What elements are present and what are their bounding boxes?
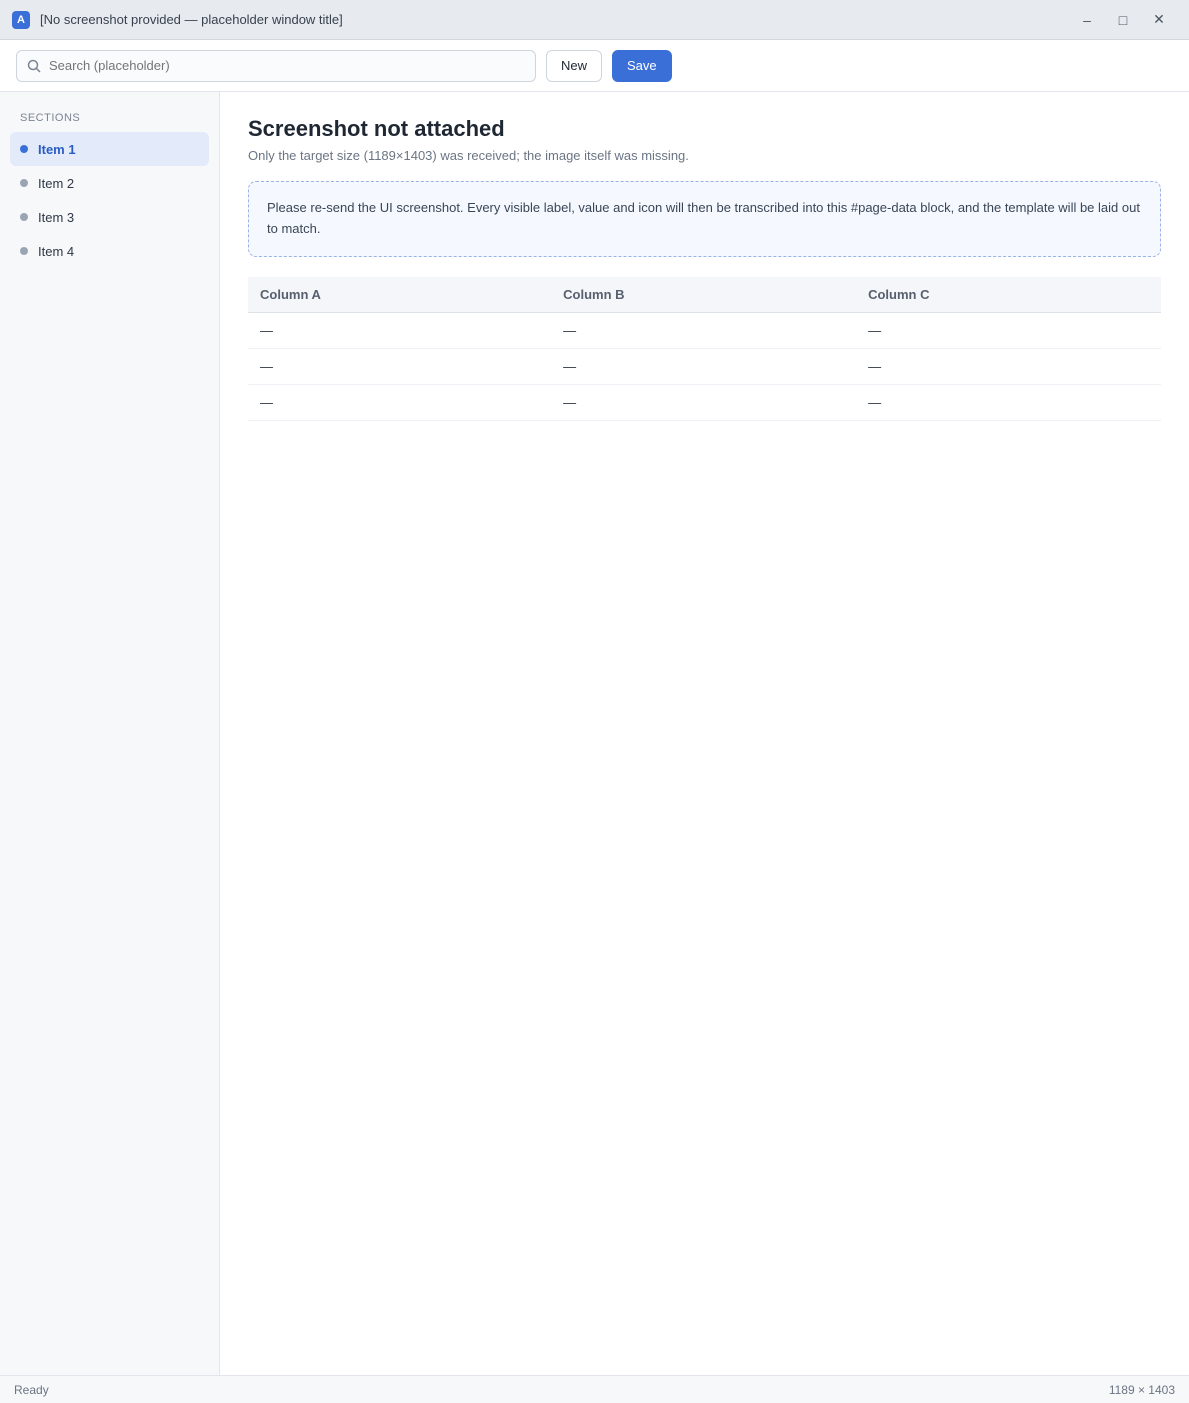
maximize-icon: □ [1118, 11, 1128, 28]
table-cell: — [856, 348, 1161, 384]
content-area [0, 92, 1189, 1375]
main-panel [220, 92, 1189, 1375]
sidebar-item[interactable] [10, 200, 209, 234]
page-title: Screenshot not attached [248, 116, 505, 141]
table-row[interactable] [248, 312, 1161, 348]
close-icon: ✕ [1153, 11, 1165, 27]
table-cell: — [551, 384, 856, 420]
table-cell: — [248, 312, 551, 348]
bullet-icon [20, 179, 28, 187]
table-cell: — [856, 384, 1161, 420]
sidebar-item-label: Item 1 [38, 141, 76, 157]
bullet-icon [20, 247, 28, 255]
column-header[interactable]: Column A [248, 277, 551, 313]
sidebar-item-label: Item 3 [38, 209, 75, 225]
table-cell: — [248, 348, 551, 384]
search-box [16, 50, 536, 82]
minimize-icon: – [1083, 11, 1091, 28]
table-cell: — [856, 312, 1161, 348]
notice-box: Please re-send the UI screenshot. Every visible label, value and icon will then be transcribed into this #page-data block, and the template will be laid out to match. [248, 181, 1161, 257]
sidebar-item-label: Item 4 [38, 243, 75, 259]
sidebar-item-label: Item 2 [38, 175, 75, 191]
title-bar [0, 0, 1189, 40]
save-button[interactable]: Save [612, 50, 672, 82]
sidebar-heading: SECTIONS [20, 112, 81, 124]
table-cell: — [551, 312, 856, 348]
search-input[interactable] [49, 58, 525, 73]
table-row[interactable] [248, 348, 1161, 384]
column-header[interactable]: Column B [551, 277, 856, 313]
status-bar [0, 1375, 1189, 1403]
new-button[interactable]: New [546, 50, 602, 82]
status-text: Ready [14, 1382, 49, 1397]
column-header[interactable]: Column C [856, 277, 1161, 313]
status-dimensions: 1189 × 1403 [1108, 1382, 1175, 1397]
data-table [248, 277, 1161, 421]
sidebar-item[interactable] [10, 166, 209, 200]
table-row[interactable] [248, 384, 1161, 420]
table-cell: — [551, 348, 856, 384]
sidebar-item[interactable] [10, 234, 209, 268]
sidebar-item[interactable] [10, 132, 209, 166]
app-logo-icon: A [12, 11, 30, 29]
page-subtitle: Only the target size (1189×1403) was received; the image itself was missing. [248, 148, 689, 163]
toolbar [0, 40, 1189, 92]
close-button[interactable] [1141, 6, 1177, 34]
minimize-button[interactable] [1069, 6, 1105, 34]
window-title: [No screenshot provided — placeholder window title] [40, 12, 343, 27]
table-cell: — [248, 384, 551, 420]
maximize-button[interactable] [1105, 6, 1141, 34]
sidebar [0, 92, 220, 1375]
bullet-icon [20, 213, 28, 221]
bullet-icon [20, 145, 28, 153]
search-icon [27, 59, 41, 73]
table-header-row [248, 277, 1161, 313]
